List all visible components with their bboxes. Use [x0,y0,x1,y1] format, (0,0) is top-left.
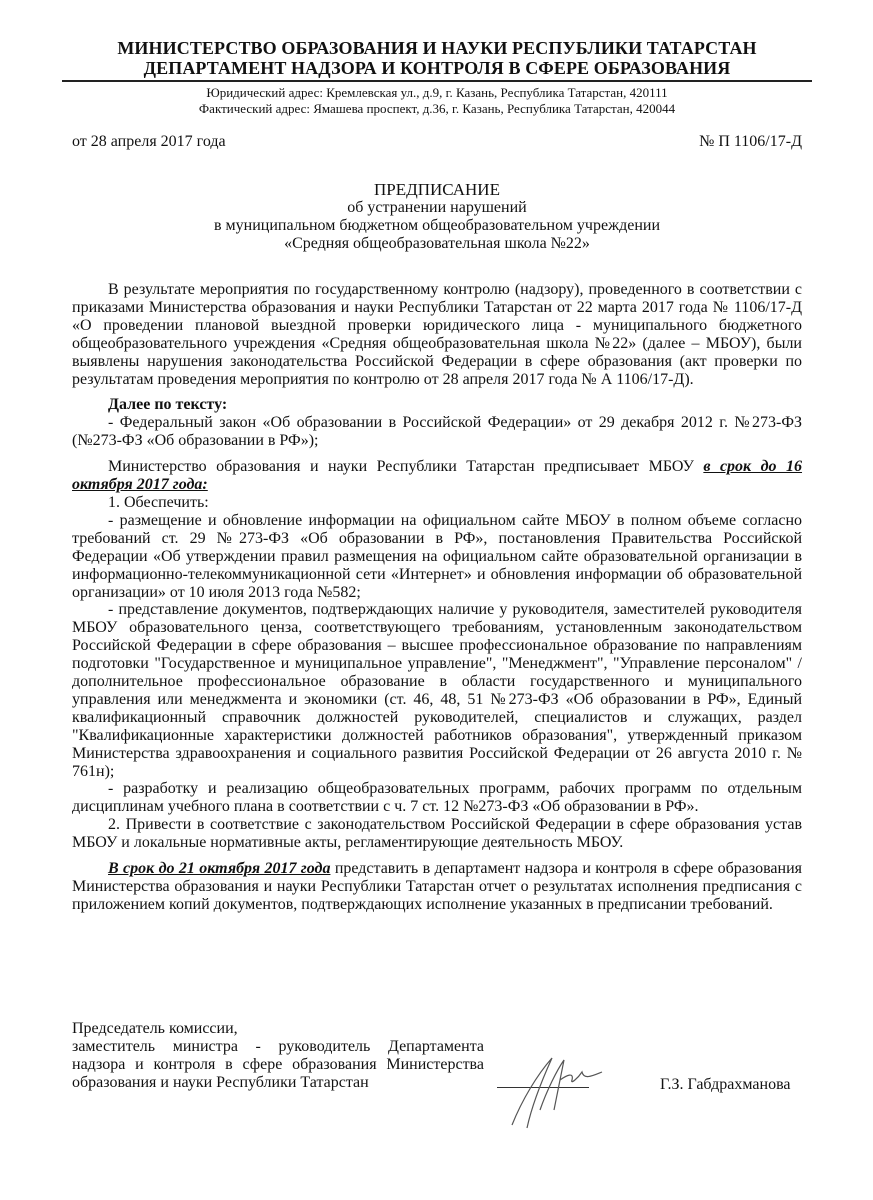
list-item: 1. Обеспечить: [108,493,209,511]
document-body [72,281,802,914]
title-line: об устранении нарушений [347,199,527,216]
actual-address: Фактический адрес: Ямашева проспект, д.36, г. Казань, Республика Татарстан, 420044 [198,101,676,116]
paragraph: В результате мероприятия по государственному контролю (надзору), проведенного в соответствии с приказами Министерства образования и науки Республики Татарстан от 22 марта 2017 года № 1106/17-Д «О проведении плановой выездной проверки юридического лица - муниципального бюджетного общеобразовательного учреждения «Средняя общеобразовательная школа №22» (далее – МБОУ), были выявлены нарушения законодательства Российской Федерации в сфере образования (акт проверки по результатам проведения мероприятия по контролю от 28 апреля 2017 года № А 1106/17-Д). [72,281,802,388]
department-name: ДЕПАРТАМЕНТ НАДЗОРА И КОНТРОЛЯ В СФЕРЕ ОБРАЗОВАНИЯ [143,58,731,78]
title-line: в муниципальном бюджетном общеобразовательном учреждении [213,217,661,234]
paragraph [72,458,802,494]
further-label: Далее по тексту: [108,396,228,414]
paragraph-text: представить в департамент надзора и контроля в сфере образования Министерства образования и науки Республики Татарстан отчет о результатах исполнения предписания с приложением копий документов, подтверждающих исполнение указанных в предписании требований. [72,860,803,913]
list-item: 2. Привести в соответствие с законодательством Российской Федерации в сфере образования устав МБОУ и локальные нормативные акты, регламентирующие деятельность МБОУ. [72,816,802,852]
list-item: - разработку и реализацию общеобразовательных программ, рабочих программ по отдельным дисциплинам учебного плана в соответствии с ч. 7 ст. 12 №273-ФЗ «Об образовании в РФ». [72,780,802,816]
paragraph: - Федеральный закон «Об образовании в Российской Федерации» от 29 декабря 2012 г. №273-ФЗ (№273-ФЗ «Об образовании в РФ»); [72,414,802,450]
paragraph [72,860,802,914]
list-item: - размещение и обновление информации на официальном сайте МБОУ в полном объеме согласно требований ст. 29 №273-ФЗ «Об образовании в РФ», постановления Правительства Российской Федерации «Об утверждении правил размещения на официальном сайте образовательной организации в информационно-телекоммуникационной сети «Интернет» и обновления информации об образовательной организации» от 10 июля 2013 года №582; [72,511,802,601]
deadline: в срок до 16 октября 2017 года: [72,458,803,494]
title-line: ПРЕДПИСАНИЕ [374,180,500,199]
header-divider [62,80,812,82]
list-item: - представление документов, подтверждающих наличие у руководителя, заместителей руководителя МБОУ образовательного ценза, соответствующего требованиям, установленным законодательством Российской Федерации в сфере образования – высшее профессиональное образование по направлениям подготовки "Государственное и муниципальное управление", "Менеджмент", "Управление персоналом" / дополнительное профессиональное образование в области государственного и муниципального управления или менеджмента и экономики (ст. 46, 48, 51 №273-ФЗ «Об образовании в РФ», Единый квалификационный справочник должностей руководителей, специалистов и служащих, раздел "Квалификационные характеристики должностей работников образования", утвержденный приказом Министерства здравоохранения и социального развития Российской Федерации от 26 августа 2010 г. № 761н); [72,601,802,780]
document-meta [72,133,802,151]
legal-address: Юридический адрес: Кремлевская ул., д.9, г. Казань, Республика Татарстан, 420111 [206,85,668,100]
handwritten-signature [502,1050,612,1130]
signature-block [72,1020,812,1092]
signer-role: Председатель комиссии, [72,1020,238,1037]
deadline: В срок до 21 октября 2017 года [108,860,331,878]
document-page [72,38,802,914]
title-line: «Средняя общеобразовательная школа №22» [284,235,590,252]
document-title [72,181,802,253]
document-number: № П 1106/17-Д [699,133,802,150]
document-date: от 28 апреля 2017 года [72,133,226,150]
signer-position: заместитель министра - руководитель Департамента надзора и контроля в сфере образования Министерства образования и науки Республики Татарстан [72,1038,484,1091]
paragraph-text: Министерство образования и науки Республики Татарстан предписывает МБОУ [108,458,704,476]
signer-name: Г.З. Габдрахманова [660,1076,791,1093]
ministry-name: МИНИСТЕРСТВО ОБРАЗОВАНИЯ И НАУКИ РЕСПУБЛИКИ ТАТАРСТАН [117,38,757,58]
